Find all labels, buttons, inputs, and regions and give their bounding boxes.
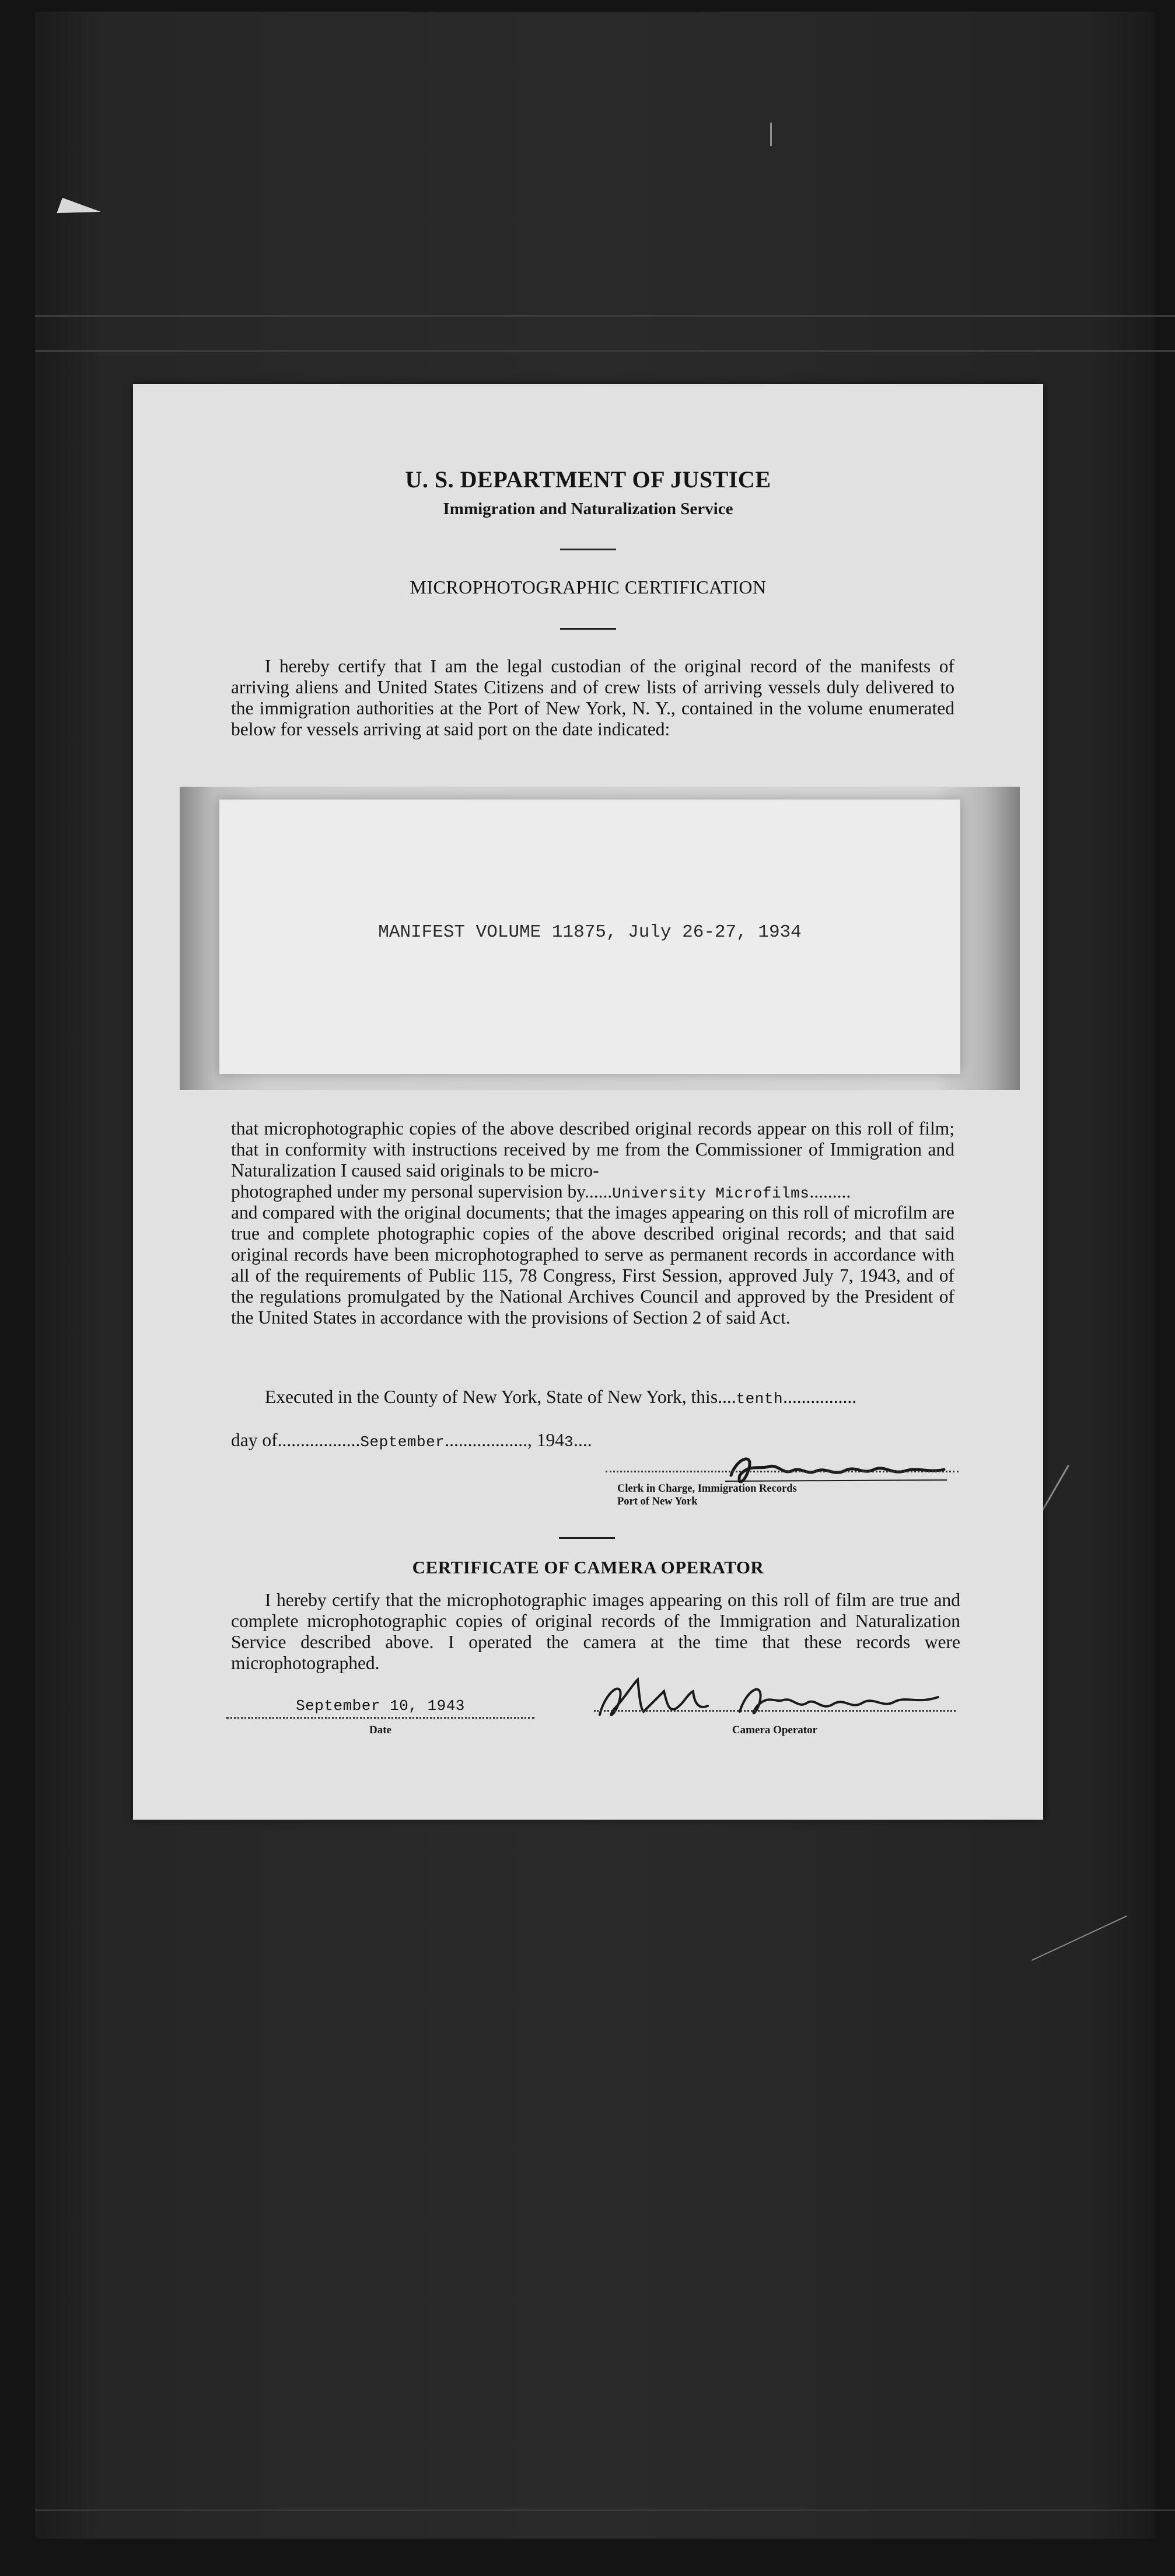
- manifest-volume-label: MANIFEST VOLUME 11875, July 26-27, 1934: [378, 922, 802, 943]
- year-digit: 3: [564, 1433, 574, 1451]
- service-subheading: Immigration and Naturalization Service: [443, 500, 733, 518]
- camera-operator-signature: [588, 1668, 950, 1732]
- film-scan-line: [35, 315, 1175, 317]
- dot-leader: ..................: [445, 1430, 528, 1450]
- certificate-document: [133, 384, 1043, 1820]
- executed-line: [231, 1387, 856, 1409]
- supervisor-value: University Microfilms: [612, 1185, 810, 1202]
- day-of-line: [231, 1430, 592, 1453]
- clerk-title: [617, 1482, 797, 1508]
- month-value: September: [360, 1433, 445, 1451]
- clerk-signature-line: [606, 1471, 959, 1472]
- clerk-title-line1: Clerk in Charge, Immigration Records: [617, 1483, 797, 1495]
- body-paragraph-part2: and compared with the original documents; that the images appearing on this roll of microfilm are true and complete photographic copies of the above described original records; and that said original records have been microphotographed to serve as permanent records in accordance with all of the requirements of Public 115, 78 Congress, First Session, approved July 7, 1943, and of the regulations promulgated by the National Archives Council and approved by the President of the United States in accordance with the provisions of Section 2 of said Act.: [231, 1202, 954, 1328]
- film-scratch: [770, 123, 772, 146]
- dot-leader: ................: [783, 1387, 857, 1407]
- supervision-line: [231, 1181, 954, 1204]
- department-heading: U. S. DEPARTMENT OF JUSTICE: [405, 466, 771, 493]
- divider: [560, 628, 616, 630]
- date-label: Date: [369, 1724, 391, 1736]
- intro-paragraph: I hereby certify that I am the legal custodian of the original record of the manifests of arriving aliens and United States Citizens and of crew lists of arriving vessels duly delivered to the immigration authorities at the Port of New York, N. Y., contained in the volume enumerated below for vessels arriving at said port on the date indicated:: [231, 656, 954, 739]
- dot-leader: ....: [573, 1430, 592, 1450]
- camera-date-value: September 10, 1943: [296, 1697, 465, 1715]
- executed-prefix: Executed in the County of New York, State of New York, this: [265, 1387, 718, 1407]
- divider: [560, 549, 616, 550]
- dot-leader: ......: [584, 1181, 613, 1202]
- camera-operator-heading: CERTIFICATE OF CAMERA OPERATOR: [412, 1557, 764, 1577]
- year-prefix: , 194: [527, 1430, 565, 1450]
- supervision-prefix: photographed under my personal supervision by: [231, 1181, 585, 1202]
- executed-day-value: tenth: [736, 1390, 784, 1408]
- manifest-insert-card: [219, 800, 960, 1074]
- camera-operator-label: Camera Operator: [732, 1724, 818, 1736]
- clerk-title-line2: Port of New York: [617, 1496, 698, 1507]
- dot-leader: ..................: [277, 1430, 361, 1450]
- body-paragraph-part1: that microphotographic copies of the above described original records appear on this roll of film; that in conformity with instructions received by me from the Commissioner of Immigration and Naturalization I caused said originals to be micro-: [231, 1118, 954, 1181]
- dot-leader: .........: [809, 1181, 851, 1202]
- film-scan-line: [35, 350, 1175, 352]
- divider: [559, 1537, 615, 1539]
- certification-title: MICROPHOTOGRAPHIC CERTIFICATION: [410, 577, 767, 598]
- camera-paragraph: I hereby certify that the microphotographic images appearing on this roll of film are true and complete microphotographic copies of original records of the Immigration and Naturalization Service described above. I operated the camera at the time that these records were microphotographed.: [231, 1590, 960, 1673]
- day-of-prefix: day of: [231, 1430, 278, 1450]
- film-scan-line: [35, 2509, 1175, 2511]
- dot-leader: ....: [718, 1387, 736, 1407]
- camera-operator-signature-line: [594, 1710, 956, 1712]
